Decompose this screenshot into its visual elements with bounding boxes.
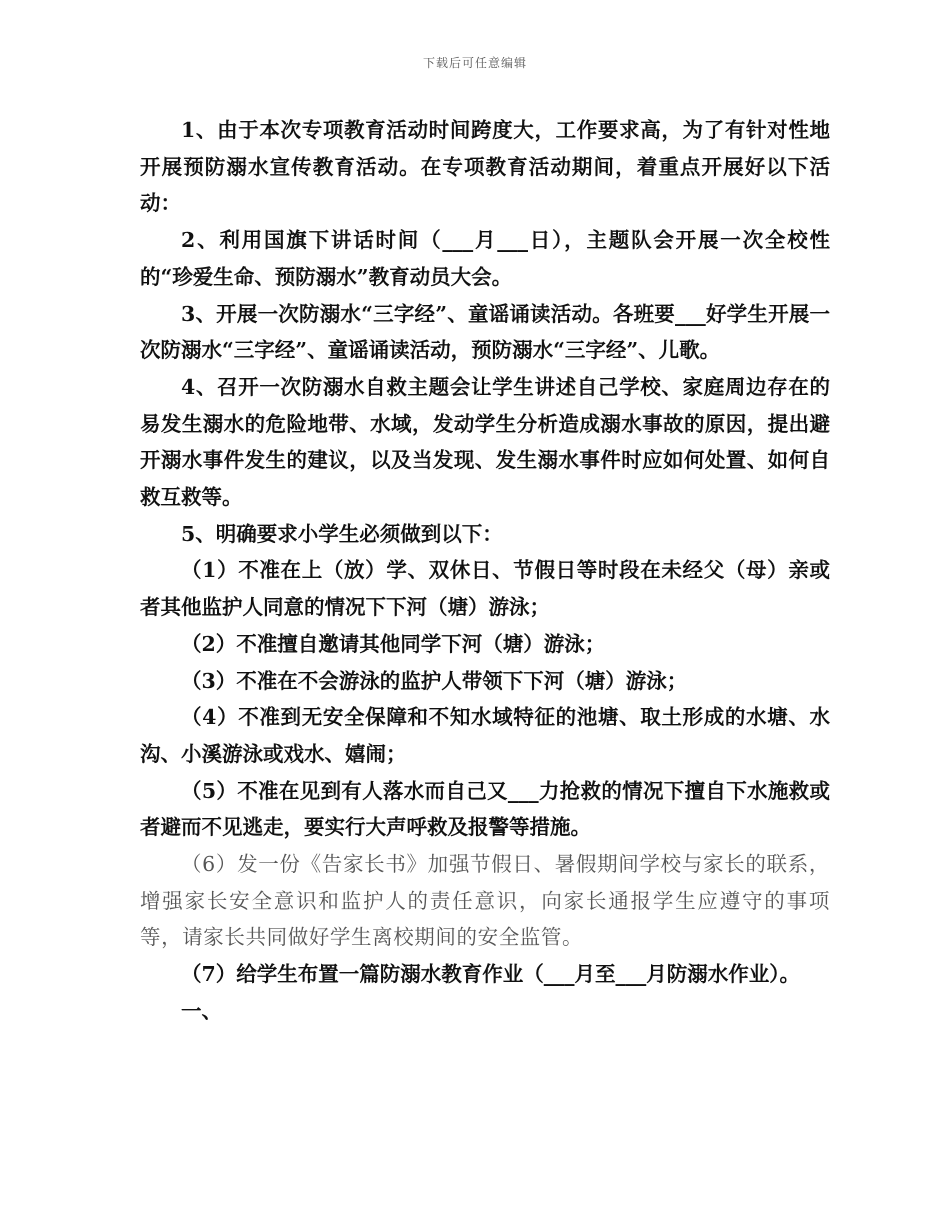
document-body [140, 112, 830, 1030]
paragraph-1: 1、由于本次专项教育活动时间跨度大，工作要求高，为了有针对性地开展预防溺水宣传教育活动。在专项教育活动期间，着重点开展好以下活动： [140, 118, 830, 216]
paragraph-2: 2、利用国旗下讲话时间（___月___日），主题队会开展一次全校性的“珍爱生命、预防溺水”教育动员大会。 [140, 228, 830, 289]
header-note: 下载后可任意编辑 [422, 56, 527, 70]
rule-item-4: （4）不准到无安全保障和不知水域特征的池塘、取土形成的水塘、水沟、小溪游泳或戏水、嬉闹； [140, 705, 830, 766]
paragraph-4: 4、召开一次防溺水自救主题会让学生讲述自己学校、家庭周边存在的易发生溺水的危险地带、水域，发动学生分析造成溺水事故的原因，提出避开溺水事件发生的建议，以及当发现、发生溺水事件时应如何处置、如何自救互救等。 [140, 374, 830, 510]
rule-item-3: （3）不准在不会游泳的监护人带领下下河（塘）游泳； [181, 668, 688, 693]
paragraph-5: 5、明确要求小学生必须做到以下： [181, 521, 503, 546]
rule-item-7: （7）给学生布置一篇防溺水教育作业（___月至___月防溺水作业）。 [181, 962, 801, 987]
rule-item-6: （6）发一份《告家长书》加强节假日、暑假期间学校与家长的联系，增强家长安全意识和监护人的责任意识，向家长通报学生应遵守的事项等，请家长共同做好学生离校期间的安全监管。 [140, 852, 830, 950]
rule-item-1: （1）不准在上（放）学、双休日、节假日等时段在未经父（母）亲或者其他监护人同意的情况下下河（塘）游泳； [140, 558, 830, 620]
paragraph-3: 3、开展一次防溺水“三字经”、童谣诵读活动。各班要___好学生开展一次防溺水“三字经”、童谣诵读活动，预防溺水“三字经”、儿歌。 [140, 301, 830, 363]
section-heading-1: 一、 [181, 998, 222, 1023]
rule-item-2: （2）不准擅自邀请其他同学下河（塘）游泳； [181, 631, 606, 656]
rule-item-5: （5）不准在见到有人落水而自己又___力抢救的情况下擅自下水施救或者避而不见逃走，要实行大声呼救及报警等措施。 [140, 778, 830, 840]
